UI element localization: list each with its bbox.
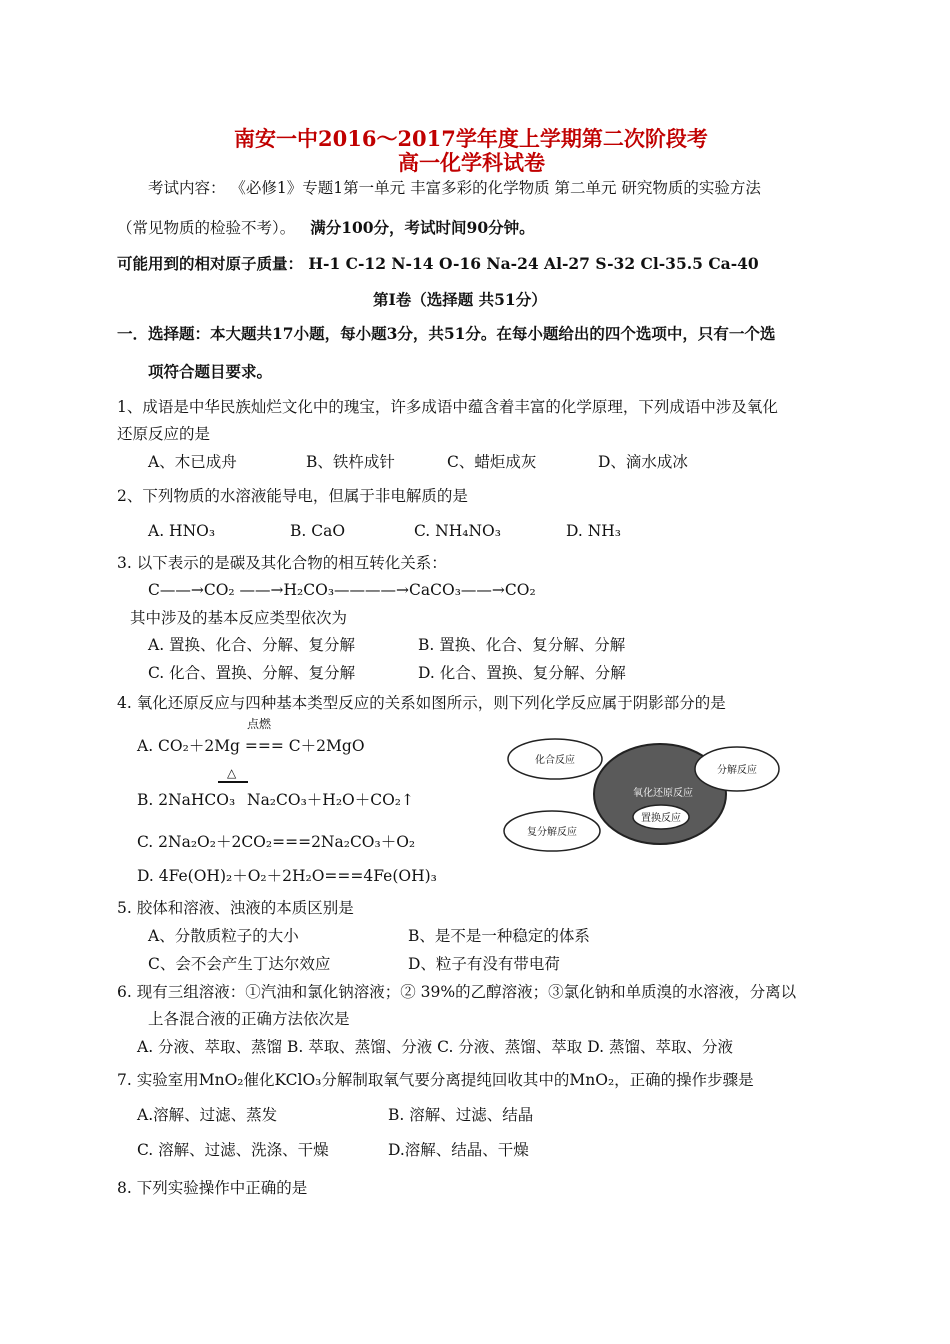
- exam-score-time: 满分100分，考试时间90分钟。: [310, 218, 535, 237]
- q1-option-b: B、铁杵成针: [306, 453, 395, 471]
- q7-option-a: A.溶解、过滤、蒸发: [137, 1106, 278, 1124]
- q2-option-c: C. NH₄NO₃: [414, 522, 501, 540]
- section-title: 第Ⅰ卷（选择题 共51分）: [373, 290, 547, 309]
- decomposition-label: 分解反应: [717, 765, 757, 776]
- q4-option-a: A. CO₂＋2Mg === C＋2MgO: [137, 737, 365, 755]
- exam-title-line1: 南安一中2016～2017学年度上学期第二次阶段考: [234, 126, 708, 151]
- exam-content-line1: 考试内容： 《必修1》专题1第一单元 丰富多彩的化学物质 第二单元 研究物质的实验方法: [148, 179, 761, 197]
- q4-condition-ignite: 点燃: [247, 717, 272, 731]
- q5-option-b: B、是不是一种稳定的体系: [408, 927, 590, 945]
- q6-stem-line1: 6. 现有三组溶液：①汽油和氯化钠溶液；② 39%的乙醇溶液；③氯化钠和单质溴的水溶液，分离以: [117, 983, 797, 1001]
- q2-option-a: A. HNO₃: [148, 522, 216, 540]
- q3-sub-stem: 其中涉及的基本反应类型依次为: [130, 609, 348, 627]
- q7-option-d: D.溶解、结晶、干燥: [388, 1141, 529, 1159]
- q3-option-a: A. 置换、化合、分解、复分解: [148, 636, 356, 654]
- instruction-line1: 一．选择题：本大题共17小题，每小题3分，共51分。在每小题给出的四个选项中，只有一个选: [117, 324, 776, 343]
- reaction-type-diagram: [503, 732, 803, 860]
- q1-option-d: D、滴水成冰: [598, 453, 688, 471]
- q5-option-a: A、分散质粒子的大小: [148, 927, 299, 945]
- redox-label: 氧化还原反应: [633, 788, 693, 799]
- q4-option-b-left: B. 2NaHCO₃: [137, 791, 236, 809]
- q6-stem-line2: 上各混合液的正确方法依次是: [148, 1010, 350, 1028]
- q4-heat-bar: [218, 781, 248, 783]
- q1-option-c: C、蜡炬成灰: [447, 453, 537, 471]
- q5-option-d: D、粒子有没有带电荷: [408, 955, 560, 973]
- q4-option-c: C. 2Na₂O₂＋2CO₂===2Na₂CO₃＋O₂: [137, 833, 416, 851]
- q4-option-b-right: Na₂CO₃＋H₂O＋CO₂↑: [247, 791, 415, 809]
- q5-stem: 5. 胶体和溶液、浊液的本质区别是: [117, 899, 354, 917]
- q3-option-c: C. 化合、置换、分解、复分解: [148, 664, 356, 682]
- instruction-line2: 项符合题目要求。: [148, 362, 273, 381]
- q2-option-d: D. NH₃: [566, 522, 622, 540]
- displacement-label: 置换反应: [641, 813, 681, 824]
- atomic-masses: 可能用到的相对原子质量： H-1 C-12 N-14 O-16 Na-24 Al-27 S-32 Cl-35.5 Ca-40: [117, 254, 759, 273]
- q6-options: A. 分液、萃取、蒸馏 B. 萃取、蒸馏、分液 C. 分液、蒸馏、萃取 D. 蒸馏、萃取、分液: [137, 1038, 733, 1056]
- exam-scope-note: （常见物质的检验不考）。: [117, 219, 296, 237]
- q3-stem: 3. 以下表示的是碳及其化合物的相互转化关系：: [117, 554, 447, 572]
- q1-option-a: A、木已成舟: [148, 453, 237, 471]
- q1-stem-line2: 还原反应的是: [117, 425, 211, 443]
- q5-option-c: C、会不会产生丁达尔效应: [148, 955, 331, 973]
- double-decomposition-label: 复分解反应: [527, 827, 577, 838]
- q4-stem: 4. 氧化还原反应与四种基本类型反应的关系如图所示，则下列化学反应属于阴影部分的是: [117, 694, 726, 712]
- q7-option-c: C. 溶解、过滤、洗涤、干燥: [137, 1141, 329, 1159]
- q4-option-d: D. 4Fe(OH)₂＋O₂＋2H₂O===4Fe(OH)₃: [137, 867, 437, 885]
- q4-condition-heat: △: [227, 766, 237, 780]
- q8-stem: 8. 下列实验操作中正确的是: [117, 1179, 308, 1197]
- q7-stem: 7. 实验室用MnO₂催化KClO₃分解制取氧气要分离提纯回收其中的MnO₂，正确的操作步骤是: [117, 1071, 754, 1089]
- q3-reaction-chain: C——→CO₂ ——→H₂CO₃————→CaCO₃——→CO₂: [148, 581, 536, 599]
- combination-label: 化合反应: [535, 755, 575, 766]
- q3-option-d: D. 化合、置换、复分解、分解: [418, 664, 626, 682]
- q2-option-b: B. CaO: [290, 522, 346, 540]
- q3-option-b: B. 置换、化合、复分解、分解: [418, 636, 626, 654]
- exam-content-line2: [117, 218, 535, 238]
- exam-title-line2: 高一化学科试卷: [398, 150, 545, 175]
- q2-stem: 2、下列物质的水溶液能导电，但属于非电解质的是: [117, 487, 468, 505]
- q7-option-b: B. 溶解、过滤、结晶: [388, 1106, 534, 1124]
- q1-stem-line1: 1、成语是中华民族灿烂文化中的瑰宝，许多成语中蕴含着丰富的化学原理，下列成语中涉及氧化: [117, 398, 778, 416]
